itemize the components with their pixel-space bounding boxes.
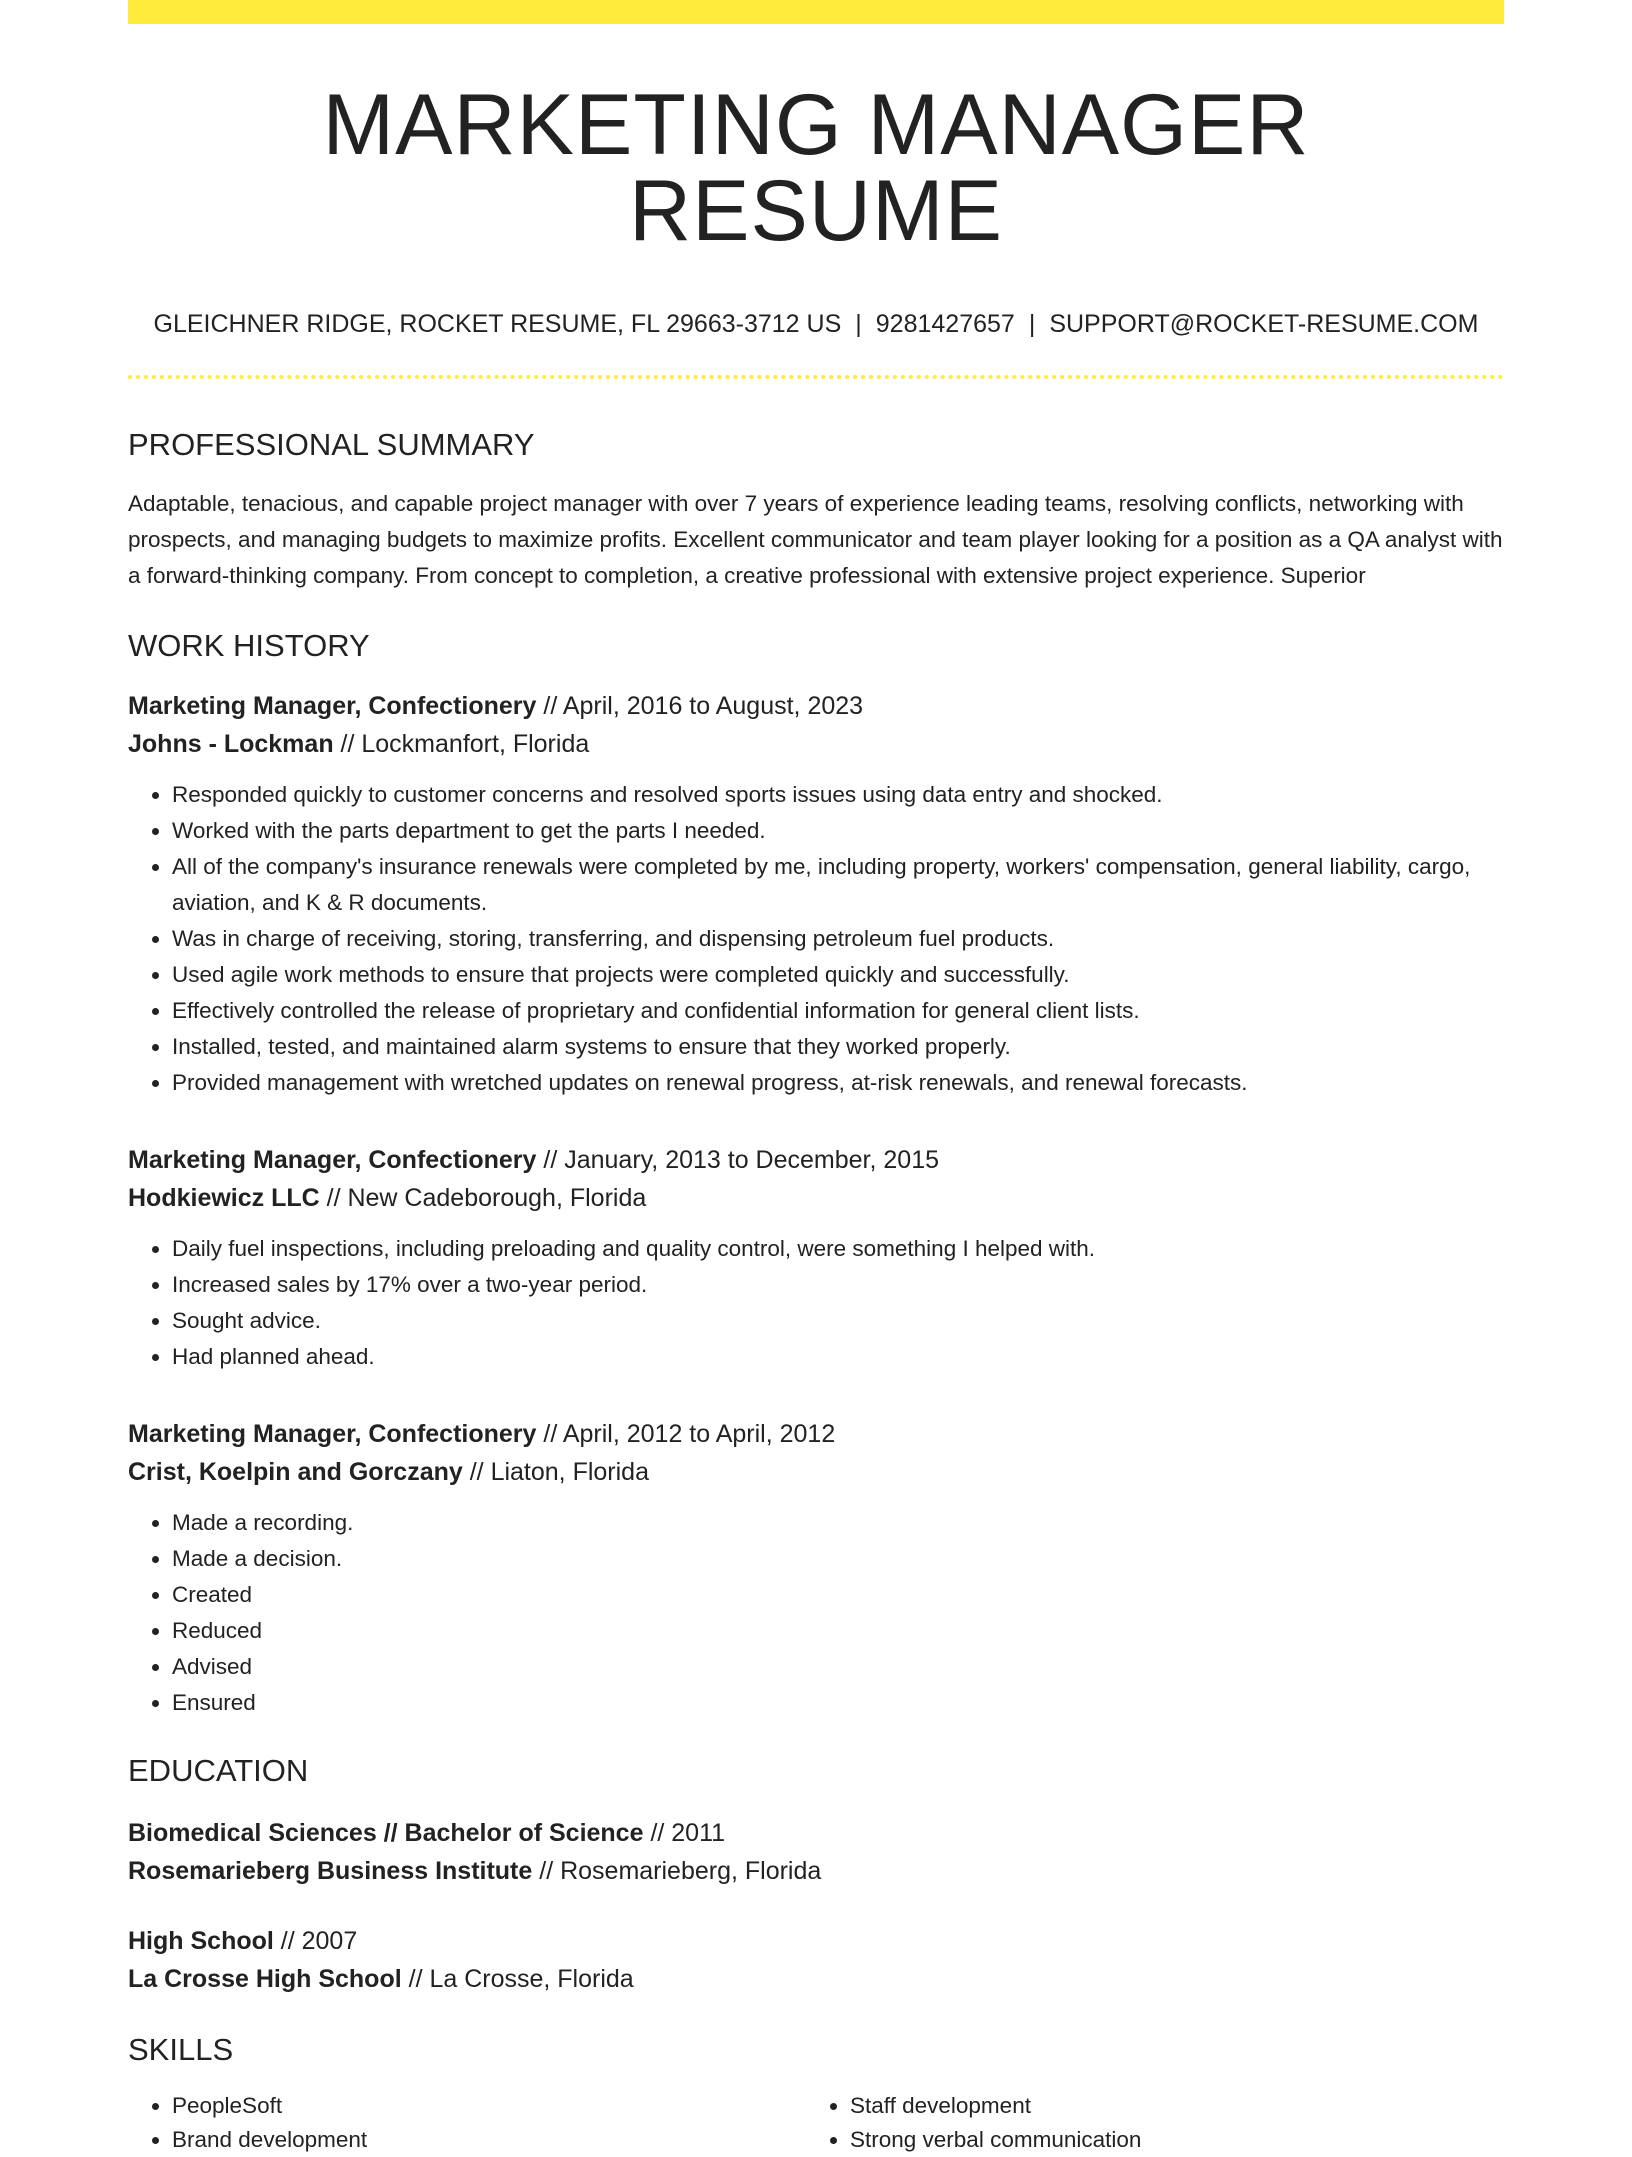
list-item: • Installed, tested, and maintained alarm systems to ensure that they worked properly. <box>172 1029 1504 1065</box>
summary-heading: PROFESSIONAL SUMMARY <box>128 427 535 462</box>
contact-line <box>128 312 1504 337</box>
header-divider <box>128 375 1504 379</box>
job-title-line <box>128 687 1504 725</box>
list-item: • Strong verbal communication <box>850 2123 1450 2157</box>
list-item: • All of the company's insurance renewals were completed by me, including property, workers' compensation, general liability, cargo, aviation, and K & R documents. <box>172 849 1504 921</box>
contact-address: GLEICHNER RIDGE, ROCKET RESUME, FL 29663-3712 US <box>153 310 842 338</box>
education-location: // Rosemarieberg, Florida <box>532 1857 822 1885</box>
summary-text: Adaptable, tenacious, and capable project manager with over 7 years of experience leading teams, resolving conflicts, networking with prospects, and managing budgets to maximize profits. Excellent communicator and team player looking for a position as a QA analyst with a forward-thinking company. From concept to completion, a creative professional with extensive project experience. Superior <box>128 491 1503 588</box>
list-item: • Provided management with wretched updates on renewal progress, at-risk renewals, and renewal forecasts. <box>172 1065 1504 1101</box>
job-company-line <box>128 725 1504 763</box>
skills-column-right <box>806 2089 1450 2157</box>
job-dates: // January, 2013 to December, 2015 <box>536 1146 940 1174</box>
education-degree: Biomedical Sciences // Bachelor of Science <box>128 1819 644 1847</box>
education-school: La Crosse High School <box>128 1965 402 1993</box>
top-accent-bar <box>128 0 1504 24</box>
job-title: Marketing Manager, Confectionery <box>128 692 537 720</box>
education-location: // La Crosse, Florida <box>401 1965 634 1993</box>
list-item: • Worked with the parts department to get the parts I needed. <box>172 813 1504 849</box>
list-item: • Increased sales by 17% over a two-year period. <box>172 1267 1504 1303</box>
job-entry <box>128 1141 1504 1375</box>
job-company: Hodkiewicz LLC <box>128 1184 320 1212</box>
education-entry <box>128 1814 1504 1890</box>
job-dates: // April, 2012 to April, 2012 <box>536 1420 836 1448</box>
job-location: // New Cadeborough, Florida <box>319 1184 647 1212</box>
contact-phone: 9281427657 <box>875 310 1015 338</box>
list-item: • Made a decision. <box>172 1541 1504 1577</box>
education-entry <box>128 1922 1504 1998</box>
list-item: • Ensured <box>172 1685 1504 1721</box>
list-item: • Sought advice. <box>172 1303 1504 1339</box>
job-title-line <box>128 1141 1504 1179</box>
education-school-line <box>128 1852 1504 1890</box>
job-company-line <box>128 1179 1504 1217</box>
job-location: // Liaton, Florida <box>462 1458 649 1486</box>
list-item: • Used agile work methods to ensure that projects were completed quickly and successfully. <box>172 957 1504 993</box>
job-dates: // April, 2016 to August, 2023 <box>536 692 864 720</box>
job-bullets <box>128 1505 1504 1721</box>
work-history-heading: WORK HISTORY <box>128 628 370 663</box>
job-location: // Lockmanfort, Florida <box>333 730 590 758</box>
list-item: • Had planned ahead. <box>172 1339 1504 1375</box>
list-item: • Was in charge of receiving, storing, transferring, and dispensing petroleum fuel products. <box>172 921 1504 957</box>
skills-column-left <box>128 2089 806 2157</box>
list-item: • PeopleSoft <box>172 2089 806 2123</box>
job-entry <box>128 687 1504 1101</box>
job-company: Johns - Lockman <box>128 730 334 758</box>
job-title: Marketing Manager, Confectionery <box>128 1146 537 1174</box>
list-item: • Made a recording. <box>172 1505 1504 1541</box>
list-item: • Staff development <box>850 2089 1450 2123</box>
skills-heading: SKILLS <box>128 2032 234 2067</box>
job-company: Crist, Koelpin and Gorczany <box>128 1458 463 1486</box>
job-title-line <box>128 1415 1504 1453</box>
education-degree: High School <box>128 1927 274 1955</box>
contact-separator: | <box>1028 310 1036 338</box>
education-school-line <box>128 1960 1504 1998</box>
job-title: Marketing Manager, Confectionery <box>128 1420 537 1448</box>
list-item: • Advised <box>172 1649 1504 1685</box>
education-heading: EDUCATION <box>128 1753 309 1788</box>
job-bullets <box>128 777 1504 1101</box>
education-year: // 2007 <box>273 1927 358 1955</box>
list-item: • Brand development <box>172 2123 806 2157</box>
job-bullets <box>128 1231 1504 1375</box>
list-item: • Daily fuel inspections, including preloading and quality control, were something I helped with. <box>172 1231 1504 1267</box>
education-year: // 2011 <box>643 1819 726 1847</box>
list-item: • Reduced <box>172 1613 1504 1649</box>
list-item: • Responded quickly to customer concerns and resolved sports issues using data entry and shocked. <box>172 777 1504 813</box>
page-title: MARKETING MANAGER RESUME <box>322 77 1310 259</box>
job-company-line <box>128 1453 1504 1491</box>
education-degree-line <box>128 1814 1504 1852</box>
list-item: • Effectively controlled the release of proprietary and confidential information for general client lists. <box>172 993 1504 1029</box>
list-item: • Created <box>172 1577 1504 1613</box>
contact-separator: | <box>855 310 862 338</box>
skills-list <box>128 2089 1504 2157</box>
job-entry <box>128 1415 1504 1721</box>
education-degree-line <box>128 1922 1504 1960</box>
education-school: Rosemarieberg Business Institute <box>128 1857 533 1885</box>
resume-page <box>128 0 1504 2157</box>
contact-email: SUPPORT@ROCKET-RESUME.COM <box>1049 310 1479 338</box>
